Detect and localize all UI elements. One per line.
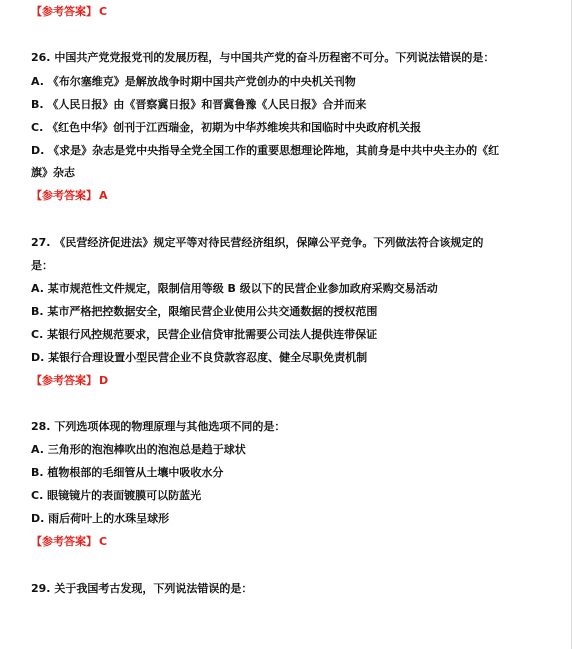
answer-value: A <box>99 189 108 202</box>
answer-q27 <box>31 374 108 388</box>
question-27-stem-line1: 27. 《民营经济促进法》规定平等对待民营经济组织，保障公平竞争。下列做法符合该规定的 <box>31 236 484 249</box>
question-29-stem: 29. 关于我国考古发现，下列说法错误的是： <box>31 582 253 595</box>
answer-value: C <box>99 535 108 548</box>
answer-q28 <box>31 535 107 549</box>
question-26-stem: 26. 中国共产党党报党刊的发展历程，与中国共产党的奋斗历程密不可分。下列说法错误的是： <box>31 51 495 64</box>
answer-label: 【参考答案】 <box>31 189 97 202</box>
question-28-option-d: D. 雨后荷叶上的水珠呈球形 <box>31 512 170 525</box>
answer-value: C <box>99 5 108 18</box>
question-27-stem-line2: 是： <box>31 259 53 272</box>
question-26-option-a: A. 《布尔塞维克》是解放战争时期中国共产党创办的中央机关刊物 <box>31 75 356 88</box>
question-26-option-c: C. 《红色中华》创刊于江西瑞金，初期为中华苏维埃共和国临时中央政府机关报 <box>31 121 422 134</box>
answer-q25 <box>31 5 107 19</box>
question-28-option-c: C. 眼镜镜片的表面镀膜可以防蓝光 <box>31 489 202 502</box>
question-28-stem: 28. 下列选项体现的物理原理与其他选项不同的是： <box>31 420 286 433</box>
question-28-option-a: A. 三角形的泡泡棒吹出的泡泡总是趋于球状 <box>31 443 246 456</box>
answer-label: 【参考答案】 <box>31 5 97 18</box>
question-26-option-d-line2: 旗》杂志 <box>31 166 75 179</box>
question-26-option-b: B. 《人民日报》由《晋察冀日报》和晋冀鲁豫《人民日报》合并而来 <box>31 98 367 111</box>
answer-label: 【参考答案】 <box>31 374 97 387</box>
answer-label: 【参考答案】 <box>31 535 97 548</box>
answer-value: D <box>99 374 109 387</box>
question-26-option-d-line1: D. 《求是》杂志是党中央指导全党全国工作的重要思想理论阵地，其前身是中共中央主办的《红 <box>31 144 500 157</box>
answer-q26 <box>31 189 108 203</box>
question-27-option-d: D. 某银行合理设置小型民营企业不良贷款容忍度、健全尽职免责机制 <box>31 351 368 364</box>
question-28-option-b: B. 植物根部的毛细管从土壤中吸收水分 <box>31 466 224 479</box>
question-27-option-b: B. 某市严格把控数据安全，限缩民营企业使用公共交通数据的授权范围 <box>31 305 378 318</box>
question-27-option-c: C. 某银行风控规范要求，民营企业信贷审批需要公司法人提供连带保证 <box>31 328 378 341</box>
question-27-option-a: A. 某市规范性文件规定，限制信用等级 B 级以下的民营企业参加政府采购交易活动 <box>31 282 438 295</box>
